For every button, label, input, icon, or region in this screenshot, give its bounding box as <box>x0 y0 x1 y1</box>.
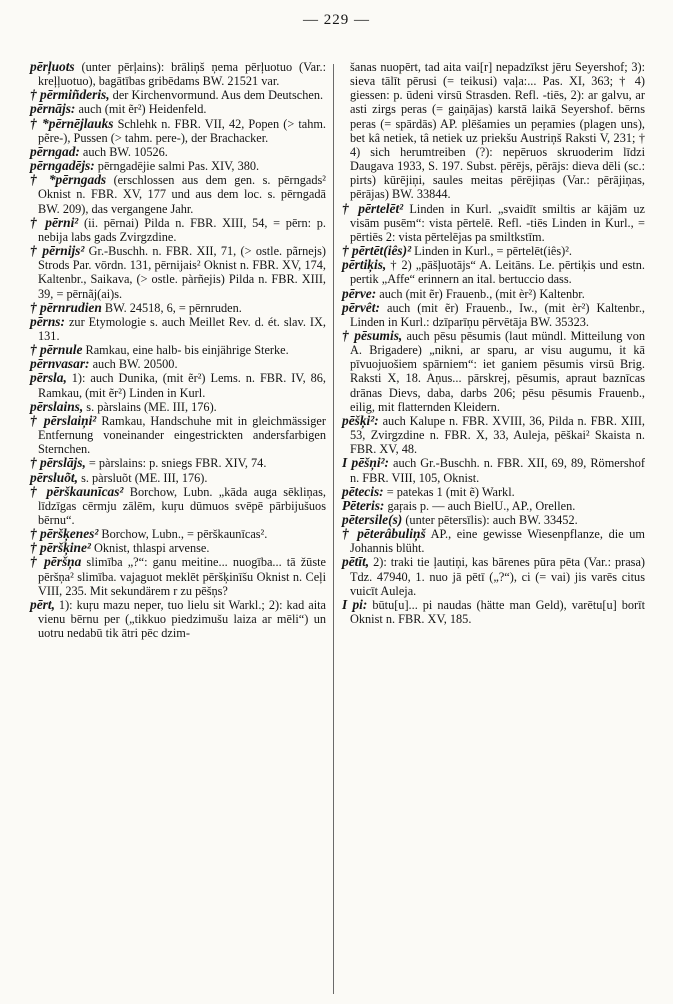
entry-headword: † pēršķine² <box>30 540 91 556</box>
dictionary-entry <box>342 598 645 626</box>
entry-body: 2): traki tie ļautiņi, kas bārenes pūra pēta (Var.: prasa) Tdz. 47940, 1. nuo jā pētī („?“), ci (= vai) jis varēs citus vuicīt Auleja. <box>350 555 645 598</box>
dictionary-entry <box>342 258 645 286</box>
entry-headword: I pēšņi²: <box>342 455 390 471</box>
dictionary-entry <box>30 60 326 88</box>
dictionary-entry <box>30 301 326 315</box>
entry-headword: † pēršņa <box>30 554 82 570</box>
dictionary-entry <box>342 513 645 527</box>
dictionary-entry <box>342 287 645 301</box>
entry-body: BW. 24518, 6, = pērnruden. <box>101 300 242 315</box>
entry-body: s. pàrsluõt (ME. III, 176). <box>78 470 208 485</box>
entry-body: † 2) „pāšļuotājs“ A. Leitāns. Le. pērtiķis und estn. pertik „Affe“ erinnern an ital. bertuccio dass. <box>350 258 645 287</box>
entry-headword: pērslains, <box>30 398 84 414</box>
entry-headword: † pērslājs, <box>30 455 86 471</box>
dictionary-entry <box>342 527 645 555</box>
dictionary-entry <box>342 202 645 244</box>
entry-headword: I pi: <box>342 596 368 612</box>
entry-headword: † pēršķenes² <box>30 526 99 542</box>
entry-headword: pērnvasar: <box>30 356 90 372</box>
dictionary-entry <box>30 102 326 116</box>
entry-body: Borchow, Lubn. „kāda auga sēkliņas, līdzīgas cērmju zālēm, kuŗu dūmuos svēpē pārbijušuos bērnu“. <box>38 484 326 527</box>
entry-headword: † pērmiñderis, <box>30 87 110 103</box>
dictionary-entry <box>30 414 326 456</box>
entry-headword: † *pērnējlauks <box>30 115 114 131</box>
entry-body: auch Kalupe n. FBR. XVIII, 36, Pilda n. FBR. XIII, 53, Zvirgzdine n. FBR. X, 33, Auleja, pēškai² Skaista n. FBR. XV, 48. <box>350 413 645 457</box>
page-number: — 229 — <box>303 12 370 28</box>
dictionary-entry <box>30 88 326 102</box>
dictionary-entry <box>342 456 645 484</box>
dictionary-entry <box>342 60 645 202</box>
dictionary-entry <box>30 400 326 414</box>
entry-headword: † pērtēt(iês)² <box>342 243 412 259</box>
entry-body: (ii. pērnai) Pilda n. FBR. XIII, 54, = pērn: p. nebija labs gads Zvirgzdine. <box>38 215 326 244</box>
entry-headword: pērve: <box>342 285 377 301</box>
dictionary-entry <box>30 117 326 145</box>
entry-headword: † pērni² <box>30 214 79 230</box>
entry-headword: pērtiķis, <box>342 257 387 273</box>
dictionary-entry <box>30 555 326 597</box>
dictionary-entry <box>342 499 645 513</box>
dictionary-entry <box>30 244 326 301</box>
entry-headword: Pēteris: <box>342 497 385 513</box>
entry-headword: † pērslaiņi² <box>30 412 97 428</box>
entry-body: (unter pētersīlis): auch BW. 33452. <box>402 513 578 527</box>
entry-body: auch BW. 10526. <box>79 144 168 159</box>
entry-body: (unter pērļains): brāliņš ņema pērļuotuo (Var.: kreļļuotuo), bagātības gribēdams BW. 21521 var. <box>38 60 326 89</box>
entry-headword: † pērnule <box>30 342 83 358</box>
dictionary-entry <box>30 216 326 244</box>
dictionary-entry <box>342 555 645 597</box>
entry-headword: pērsla, <box>30 370 67 386</box>
entry-body: pērngadējie salmi Pas. XIV, 380. <box>94 159 260 174</box>
entry-headword: pērvêt: <box>342 299 380 315</box>
entry-headword: pērnājs: <box>30 101 76 117</box>
entry-body: Gr.-Buschh. n. FBR. XII, 71, (> ostle. pãrnejs) Strods Par. vōrdn. 131, pērnijais² Oknist n. FBR. XV, 174, Kaltenbr., Saikava, (> ostle. pàrñejis) Pilda n. FBR. XIII, 39, = pērnãj(ai)s. <box>38 244 326 301</box>
entry-body: 1): kuŗu mazu neper, tuo lielu sit Warkl.; 2): kad aita vienu bērnu per („tikkuo piedzimušu laiza ar mēli“) un uotru nedabū tik ātri pēc dzim- <box>38 597 326 641</box>
entry-body: Ramkau, Handschuhe mit in gleichmässiger Entfernung voneinander eingestrickten andersfarbigen Sternchen. <box>38 413 326 457</box>
dictionary-entry <box>30 343 326 357</box>
dictionary-entry <box>342 244 645 258</box>
entry-body: šanas nuopērt, tad aita vai[r] nepadzīkst jēru Seyershof; 3): sieva tālīt pērusi (= teikusi) vaļa:... Pas. XI, 363; † 4) giessen: p. ūdeni virsū Strasden. Refl. -tiēs, 2): ar galvu, ar asti zirgs peras (= gaiņājas) karstā laikā Seyershof. bērns peras (= spārdās) AP. plēšamies un peŗamies (plagen uns), bet kâ netiek, tâ netiek uz priekšu Austriņš Raksti V, 231; † 4) sich herumtreiben (?): nepēruos skruoderim līdzi Daugava 1933, S. 197. Subst. pērējs, pērājs: dieva dēli (sc.: pirts) kūrējiņi, saules meitas pērējiņas (Var.: pērājiņas, pērājas) BW. 33844. <box>350 60 645 202</box>
entry-headword: † pēterâbuliņš <box>342 526 426 542</box>
entry-headword: pētecis: <box>342 483 384 499</box>
entry-headword: † pērtelēt² <box>342 200 404 216</box>
entry-headword: pērngad: <box>30 143 80 159</box>
entry-headword: pērt, <box>30 596 55 612</box>
entry-headword: pēšķi²: <box>342 412 379 428</box>
entry-body: zur Etymologie s. auch Meillet Rev. d. ét. slav. IX, 131. <box>38 314 326 343</box>
dictionary-entry <box>30 485 326 527</box>
dictionary-entry <box>342 329 645 414</box>
entry-body: gaŗais p. — auch BielU., AP., Orellen. <box>384 498 576 513</box>
entry-body: Borchow, Lubn., = pērškaunīcas². <box>98 527 268 542</box>
dictionary-entry <box>30 541 326 555</box>
dictionary-entry <box>30 315 326 343</box>
entry-body: 1): auch Dunika, (mit ẽr²) Lems. n. FBR. IV, 86, Ramkau, (mit ẽr²) Linden in Kurl. <box>38 371 326 400</box>
entry-body: auch (mit ẽr) Frauenb., (mit èr²) Kaltenbr. <box>376 286 585 301</box>
dictionary-entry <box>30 527 326 541</box>
entry-headword: pētersile(s) <box>342 512 403 527</box>
entry-body: der Kirchenvormund. Aus dem Deutschen. <box>109 88 324 103</box>
entry-body: auch (mit ẽr) Frauenb., Iw., (mit èr²) Kaltenbr., Linden in Kurl.: dzīparīņu pērvētāja BW. 35323. <box>350 300 645 329</box>
dictionary-entry <box>342 414 645 456</box>
entry-body: Ramkau, eine halb- bis einjährige Sterke. <box>82 343 289 358</box>
entry-headword: pērngadējs: <box>30 158 95 174</box>
entry-body: auch pēsu pēsumis (laut mündl. Mitteilung von A. Brigadere) „nikni, ar sparu, ar visu augumu, it kā pīvuojuošiem spārniem“: iet ganiem pēsumis virsū Brig. Raksti X, 18. Aņus... pārskrej, pēsumis, apraut baznīcas drānas Dievs, daba, darbs 206; pēsu pēsumis Frauenb., eilig, mit flatternden Kleidern. <box>350 328 645 414</box>
dictionary-entry <box>30 598 326 640</box>
entry-body: = pàrslains: p. sniegs FBR. XIV, 74. <box>85 456 267 471</box>
dictionary-entry <box>30 357 326 371</box>
dictionary-entry <box>342 301 645 329</box>
entry-headword: † *pērngads <box>30 172 107 188</box>
column-divider <box>333 64 334 994</box>
entry-headword: pērns: <box>30 313 65 329</box>
entry-body: auch BW. 20500. <box>89 357 178 372</box>
dictionary-entry <box>30 145 326 159</box>
dictionary-entry <box>30 159 326 173</box>
entry-headword: pētīt, <box>342 554 370 570</box>
entry-body: Linden in Kurl. „svaidīt smiltis ar kājām uz visām pusēm“: vista pērtelē. Refl. -tiēs Linden in Kurl., = pērtiēs 2: vista pērtelējas pa smiltkstīm. <box>350 201 645 244</box>
entry-headword: pērļuots <box>30 59 75 74</box>
right-column <box>342 60 645 626</box>
entry-body: Linden in Kurl., = pērtelēt(iês)². <box>411 244 572 259</box>
entry-body: AP., eine gewisse Wiesenpflanze, die um Johannis blüht. <box>350 527 645 556</box>
entry-body: auch (mit ẽr²) Heidenfeld. <box>75 102 207 117</box>
entry-headword: pērsluõt, <box>30 469 78 485</box>
entry-headword: † pērnijs² <box>30 243 85 259</box>
dictionary-entry <box>342 485 645 499</box>
entry-headword: † pērškaunīcas² <box>30 483 124 499</box>
dictionary-entry <box>30 471 326 485</box>
entry-body: auch Gr.-Buschh. n. FBR. XII, 69, 89, Römershof n. FBR. VIII, 105, Oknist. <box>350 456 645 485</box>
dictionary-entry <box>30 456 326 470</box>
entry-headword: † pēsumis, <box>342 327 403 343</box>
entry-body: s. pàrslains (ME. III, 176). <box>83 399 217 414</box>
entry-body: būtu[u]... pi naudas (hätte man Geld), varētu[u] borīt Oknist n. FBR. XV, 185. <box>350 597 645 627</box>
entry-headword: † pērnrudien <box>30 299 102 315</box>
entry-body: (erschlossen aus dem gen. s. pērngads² Oknist n. FBR. XV, 177 und aus dem loc. s. pērngadā BW. 209), das vergangene Jahr. <box>38 173 326 216</box>
entry-body: Oknist, thlaspi arvense. <box>90 541 210 556</box>
dictionary-entry <box>30 371 326 399</box>
entry-body: Schlehk n. FBR. VII, 42, Popen (> tahm. pẽre-), Pussen (> tahm. pere-), der Brachacker. <box>38 116 326 145</box>
dictionary-entry <box>30 173 326 215</box>
entry-body: = patekas 1 (mit ẽ) Warkl. <box>383 484 515 499</box>
entry-body: slimība „?“: ganu meitine... nuogība... tā žūste pēršņa² slimība. vajaguot meklēt pēršķinīšu Oknist n. Ceļi VIII, 235. Mit sekundärem r zu pēšņs? <box>38 555 326 598</box>
left-column <box>30 60 326 640</box>
